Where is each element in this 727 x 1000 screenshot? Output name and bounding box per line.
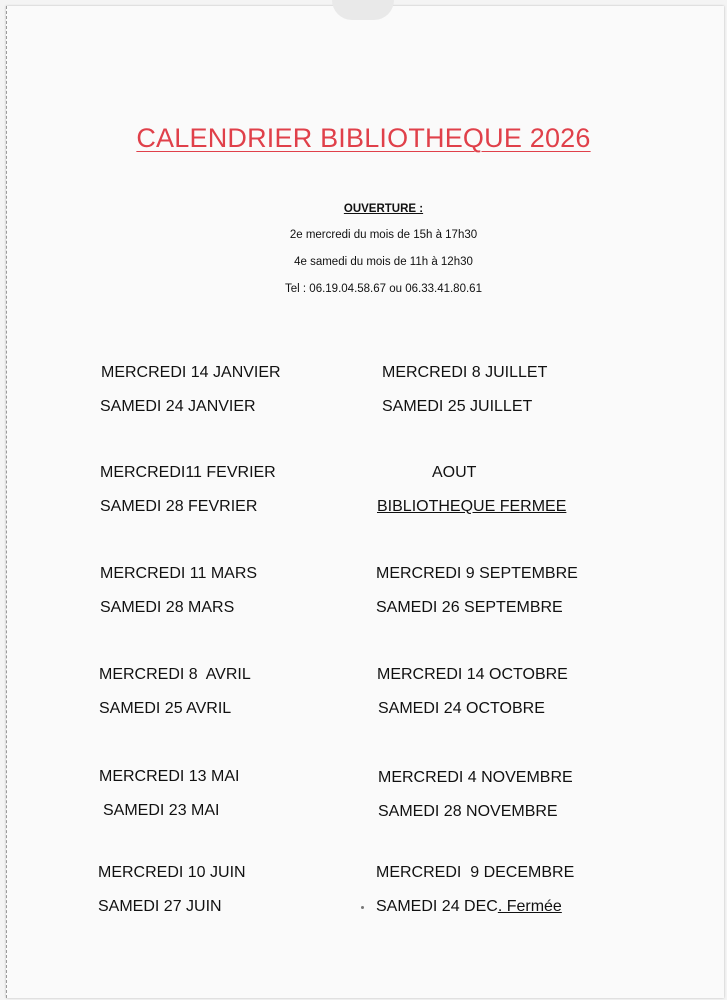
date-entry-text: SAMEDI 24 DEC (376, 898, 498, 915)
date-entry: SAMEDI 25 AVRIL (99, 700, 232, 717)
date-entry: SAMEDI 28 MARS (100, 599, 235, 616)
date-entry: MERCREDI 4 NOVEMBRE (378, 769, 573, 786)
date-entry: SAMEDI 25 JUILLET (382, 398, 533, 415)
closed-note: . Fermée (497, 898, 562, 915)
closed-notice: BIBLIOTHEQUE FERMEE (377, 498, 567, 515)
date-entry: MERCREDI 9 SEPTEMBRE (376, 565, 578, 582)
month-label: AOUT (432, 464, 477, 481)
page-edge (6, 6, 10, 998)
opening-saturday: 4e samedi du mois de 11h à 12h30 (294, 256, 473, 268)
date-entry: SAMEDI 28 FEVRIER (100, 498, 258, 515)
opening-heading: OUVERTURE : (343, 203, 424, 215)
date-entry: MERCREDI 14 OCTOBRE (377, 666, 568, 683)
page-title: CALENDRIER BIBLIOTHEQUE 2026 (136, 123, 591, 153)
date-entry: MERCREDI11 FEVRIER (100, 464, 276, 481)
date-entry: MERCREDI 11 MARS (100, 565, 258, 582)
date-entry: MERCREDI 8 AVRIL (99, 666, 251, 683)
date-entry: MERCREDI 8 JUILLET (382, 364, 548, 381)
date-entry-last (376, 898, 562, 916)
date-entry: MERCREDI 13 MAI (99, 768, 240, 785)
date-entry: SAMEDI 26 SEPTEMBRE (376, 599, 563, 616)
phone-line: Tel : 06.19.04.58.67 ou 06.33.41.80.61 (285, 283, 482, 295)
date-entry: MERCREDI 9 DECEMBRE (376, 864, 575, 881)
date-entry: SAMEDI 27 JUIN (98, 898, 222, 915)
date-entry: MERCREDI 14 JANVIER (101, 364, 281, 381)
date-entry: SAMEDI 28 NOVEMBRE (378, 803, 558, 820)
date-entry: MERCREDI 10 JUIN (98, 864, 246, 881)
opening-wednesday: 2e mercredi du mois de 15h à 17h30 (289, 229, 478, 241)
scan-speck (361, 906, 364, 909)
date-entry: SAMEDI 23 MAI (103, 802, 220, 819)
date-entry: SAMEDI 24 JANVIER (100, 398, 256, 415)
date-entry: SAMEDI 24 OCTOBRE (378, 700, 545, 717)
